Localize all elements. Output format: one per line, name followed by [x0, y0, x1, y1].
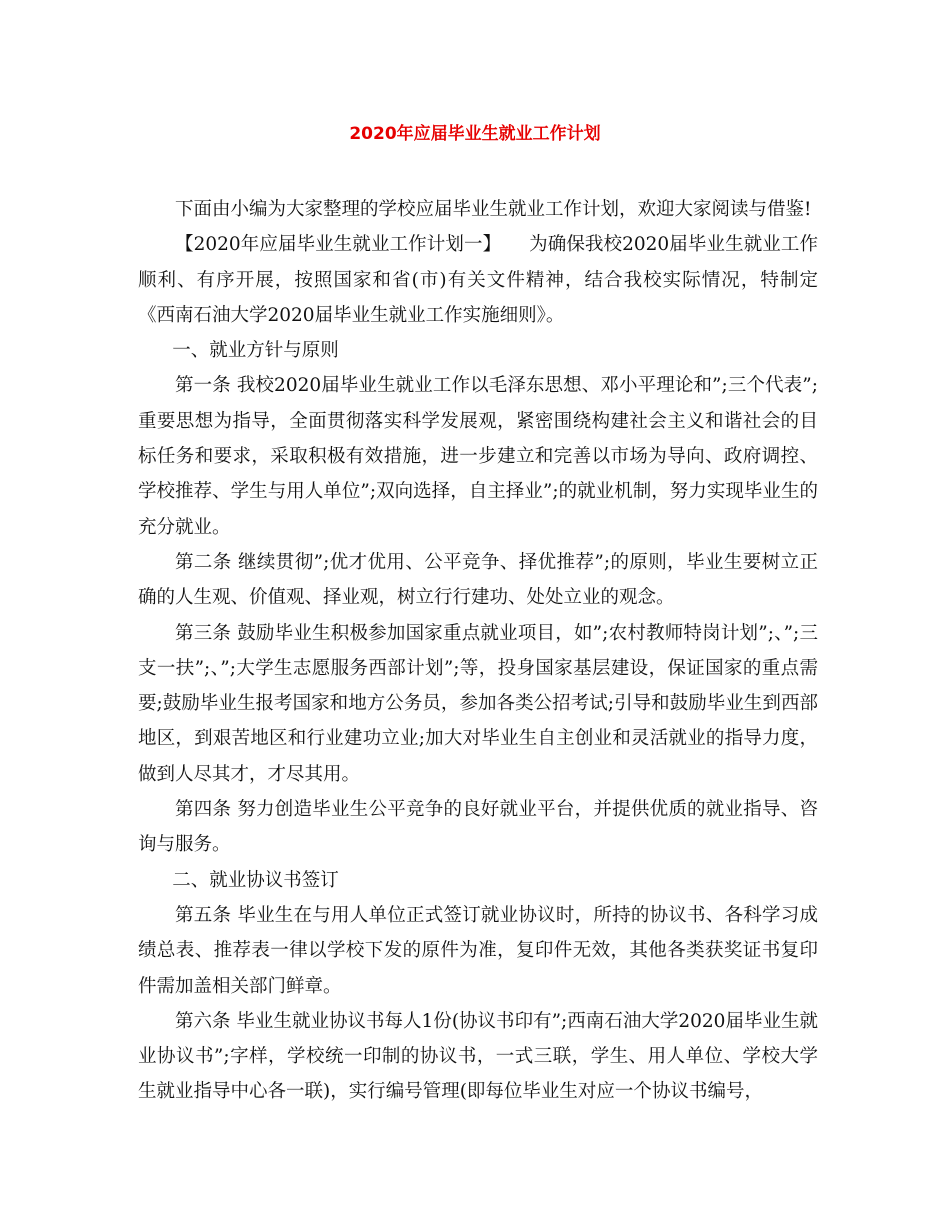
article-5-paragraph: 第五条 毕业生在与用人单位正式签订就业协议时，所持的协议书、各科学习成绩总表、推荐表一律以学校下发的原件为准，复印件无效，其他各类获奖证书复印件需加盖相关部门鲜章。 [138, 904, 818, 997]
document-title: 2020年应届毕业生就业工作计划 [349, 124, 601, 144]
section-heading-1: 一、就业方针与原则 [172, 340, 339, 362]
article-4-paragraph: 第四条 努力创造毕业生公平竞争的良好就业平台，并提供优质的就业指导、咨询与服务。 [138, 799, 818, 856]
document-body [138, 192, 818, 1110]
intro-paragraph: 下面由小编为大家整理的学校应届毕业生就业工作计划，欢迎大家阅读与借鉴! [175, 199, 812, 220]
article-6-paragraph: 第六条 毕业生就业协议书每人1份(协议书印有”;西南石油大学2020届毕业生就业协议书”;字样，学校统一印制的协议书，一式三联，学生、用人单位、学校大学生就业指导中心各一联)，实行编号管理(即每位毕业生对应一个协议书编号， [138, 1010, 818, 1103]
article-3-paragraph: 第三条 鼓励毕业生积极参加国家重点就业项目，如”;农村教师特岗计划”;、”;三支一扶”;、”;大学生志愿服务西部计划”;等，投身国家基层建设，保证国家的重点需要;鼓励毕业生报考国家和地方公务员，参加各类公招考试;引导和鼓励毕业生到西部地区，到艰苦地区和行业建功立业;加大对毕业生自主创业和灵活就业的指导力度，做到人尽其才，才尽其用。 [138, 622, 818, 785]
article-2-paragraph: 第二条 继续贯彻”;优才优用、公平竞争、择优推荐”;的原则，毕业生要树立正确的人生观、价值观、择业观，树立行行建功、处处立业的观念。 [138, 551, 818, 609]
section-heading-2: 二、就业协议书签订 [172, 869, 339, 891]
article-1-paragraph: 第一条 我校2020届毕业生就业工作以毛泽东思想、邓小平理论和”;三个代表”;重要思想为指导，全面贯彻落实科学发展观，紧密围绕构建社会主义和谐社会的目标任务和要求，采取积极有效措施，进一步建立和完善以市场为导向、政府调控、学校推荐、学生与用人单位”;双向选择，自主择业”;的就业机制，努力实现毕业生的充分就业。 [138, 375, 818, 538]
plan-one-paragraph: 【2020年应届毕业生就业工作计划一】 为确保我校2020届毕业生就业工作顺利、有序开展，按照国家和省(市)有关文件精神，结合我校实际情况，特制定《西南石油大学2020届毕业生就业工作实施细则》。 [138, 234, 818, 326]
